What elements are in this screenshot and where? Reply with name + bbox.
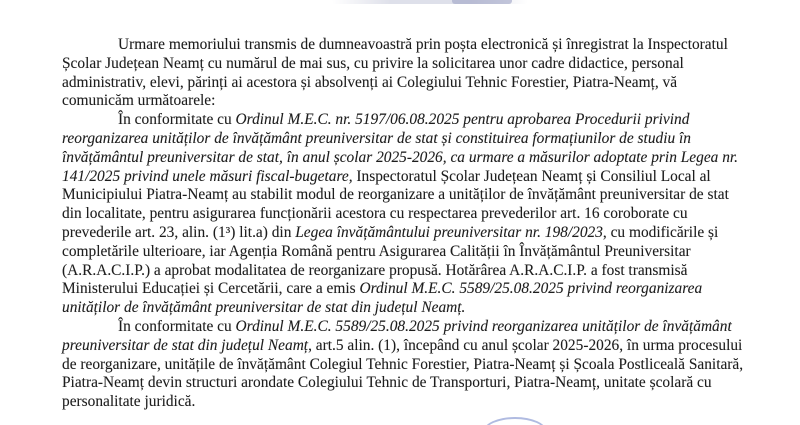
document-line xyxy=(62,149,770,168)
scan-artifact-top-fragment-dark xyxy=(452,0,512,4)
document-line xyxy=(62,262,770,281)
text-segment: prevederile art. 23, alin. (1³) lit.a) din xyxy=(62,223,296,241)
document-line xyxy=(62,356,770,375)
italic-text-segment: Ordinul M.E.C. 5589/25.08.2025 privind reorganizarea unităților de învățământ xyxy=(235,317,732,335)
document-line xyxy=(62,55,770,74)
text-segment: Inspectoratul Școlar Județean Neamț și Consiliul Local al xyxy=(352,167,711,185)
document-line xyxy=(62,186,770,205)
text-segment: Piatra-Neamț devin structuri arondate Colegiului Tehnic de Transporturi, Piatra-Neamț, unitate școlară cu xyxy=(62,374,712,392)
document-line xyxy=(62,299,770,318)
text-segment: , art.5 alin. (1), începând cu anul școlar 2025-2026, în urma procesului xyxy=(308,336,743,354)
document-line xyxy=(62,243,770,262)
text-segment: Școlar Județean Neamț cu numărul de mai sus, cu privire la solicitarea unor cadre didactice, personal xyxy=(62,54,684,72)
italic-text-segment: Legea învățământului preuniversitar nr. 198/2023 xyxy=(295,223,603,241)
paragraph xyxy=(62,111,770,318)
document-line xyxy=(62,337,770,356)
document-line xyxy=(62,92,770,111)
text-segment: administrativ, elevi, părinți ai acestora și absolvenți ai Colegiului Tehnic Forestier, Piatra-Neamț, vă xyxy=(62,73,678,91)
document-line xyxy=(62,168,770,187)
document-line xyxy=(62,280,770,299)
italic-text-segment: unităților de învățământ preuniversitar de stat din județul Neamț. xyxy=(62,299,466,317)
text-segment: Ministerului Educației și Cercetării, care a emis xyxy=(62,280,360,298)
stamp-arc-fragment xyxy=(483,417,547,425)
document-line xyxy=(62,393,770,412)
text-segment: , cu modificările și xyxy=(602,223,719,241)
document-body xyxy=(62,36,770,412)
paragraph xyxy=(62,318,770,412)
text-segment: Municipiului Piatra-Neamț au stabilit modul de reorganizare a unităților de învățământ preuniversitar de stat xyxy=(62,186,729,204)
text-segment: de reorganizare, unitățile de învățământ Colegiul Tehnic Forestier, Piatra-Neamț și Școala Postliceală Sanitară, xyxy=(62,355,744,373)
document-line xyxy=(62,36,770,55)
italic-text-segment: reorganizarea unităților de învățământ preuniversitar de stat și constituirea formațiunilor de studiu în xyxy=(62,129,692,147)
document-line xyxy=(62,111,770,130)
text-segment: personalitate juridică. xyxy=(62,393,196,411)
document-line xyxy=(62,374,770,393)
italic-text-segment: preuniversitar de stat din județul Neamț xyxy=(62,336,309,354)
italic-text-segment: 141/2025 privind unele măsuri fiscal-bugetare, xyxy=(62,167,353,185)
text-segment: comunicăm următoarele: xyxy=(62,92,216,110)
text-segment: completările ulterioare, iar Agenția Română pentru Asigurarea Calității în Învățământul Preuniversitar xyxy=(62,242,691,260)
text-segment: În conformitate cu xyxy=(118,111,236,129)
italic-text-segment: Ordinul M.E.C. nr. 5197/06.08.2025 pentru aprobarea Procedurii privind xyxy=(235,111,690,129)
document-line xyxy=(62,205,770,224)
paragraph xyxy=(62,36,770,111)
italic-text-segment: învățământul preuniversitar de stat, în anul școlar 2025-2026, ca urmare a măsurilor adoptate prin Legea nr. xyxy=(62,148,739,166)
document-line xyxy=(62,130,770,149)
text-segment: din localitate, pentru asigurarea funcționării acestora cu respectarea prevederilor art. 16 coroborate cu xyxy=(62,205,688,223)
text-segment: Urmare memoriului transmis de dumneavoastră prin poșta electronică și înregistrat la Inspectoratul xyxy=(118,36,728,53)
text-segment: În conformitate cu xyxy=(118,317,236,335)
document-line xyxy=(62,224,770,243)
italic-text-segment: Ordinul M.E.C. 5589/25.08.2025 privind reorganizarea xyxy=(359,280,703,298)
document-line xyxy=(62,74,770,93)
text-segment: (A.R.A.C.I.P.) a aprobat modalitatea de reorganizare propusă. Hotărârea A.R.A.C.I.P. a fost transmisă xyxy=(62,261,688,279)
document-line xyxy=(62,318,770,337)
